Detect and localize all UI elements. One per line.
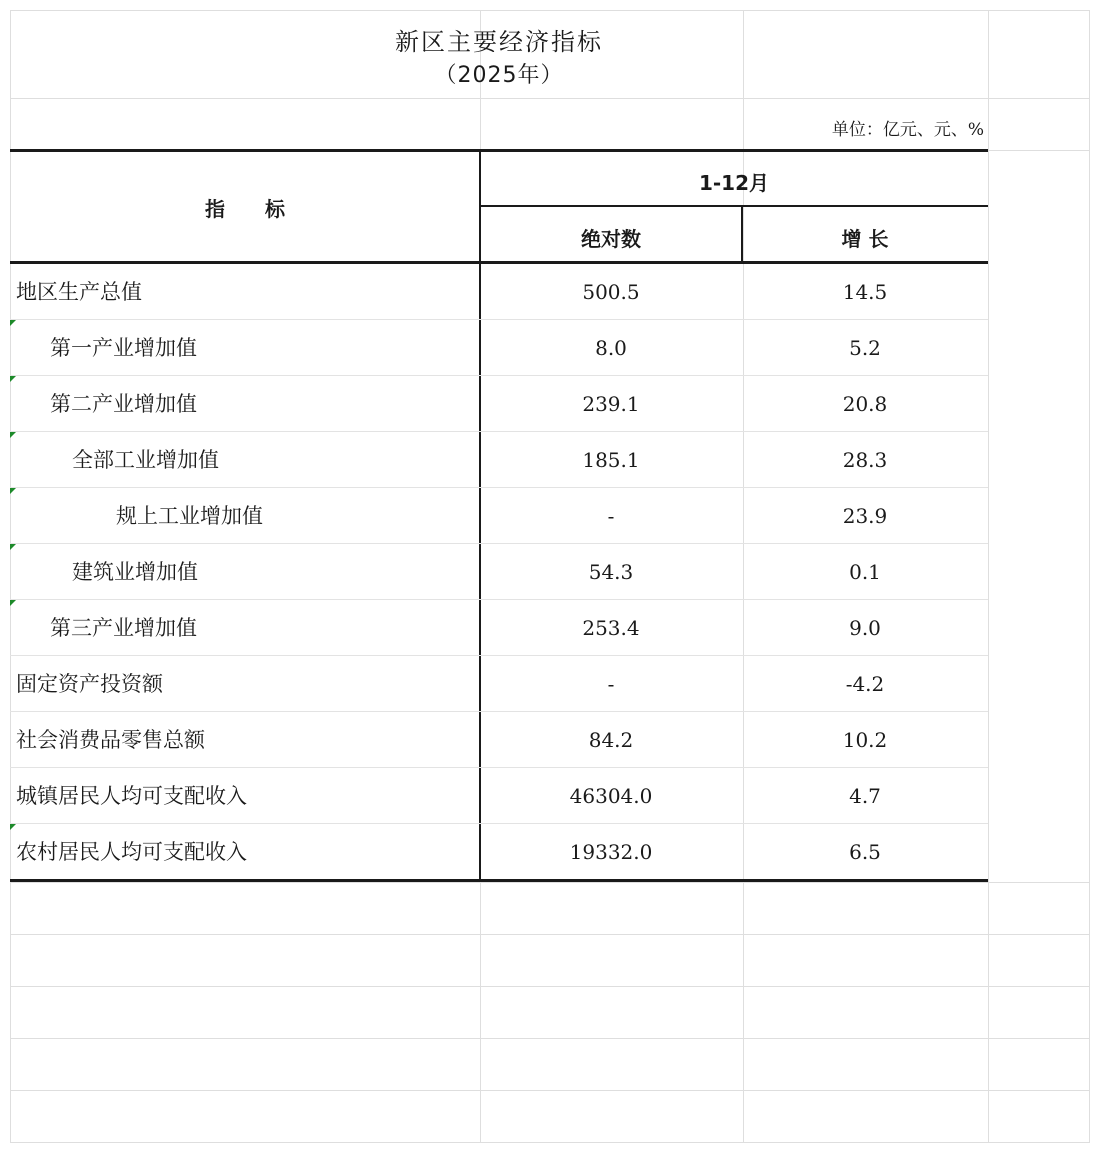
table-row	[10, 320, 988, 376]
row-label: 地区生产总值	[16, 280, 142, 304]
cell-comment-marker	[10, 600, 16, 606]
grid-column-line	[988, 10, 989, 1142]
row-label: 社会消费品零售总额	[16, 728, 205, 752]
row-label: 农村居民人均可支配收入	[16, 840, 247, 864]
page-title: 新区主要经济指标	[395, 28, 603, 56]
grid-row-line	[10, 986, 1090, 987]
absolute-value: 19332.0	[569, 840, 653, 864]
table-row	[10, 544, 988, 600]
header-period: 1-12月	[698, 171, 770, 195]
growth-value: 20.8	[842, 392, 888, 416]
growth-value: 28.3	[842, 448, 888, 472]
grid-row-line	[10, 1090, 1090, 1091]
header-indicator: 指 标	[205, 197, 285, 221]
grid-row-line	[10, 1142, 1090, 1143]
absolute-value: -	[607, 672, 615, 696]
table-row	[10, 656, 988, 712]
growth-value: 23.9	[842, 504, 888, 528]
absolute-value: 253.4	[582, 616, 640, 640]
growth-value: 5.2	[849, 336, 881, 360]
table-row	[10, 264, 988, 320]
row-label: 第二产业增加值	[50, 392, 197, 416]
cell-comment-marker	[10, 376, 16, 382]
report-year: （2025年）	[434, 63, 564, 88]
grid-row-line	[10, 934, 1090, 935]
grid-row-line	[10, 98, 1090, 99]
absolute-value: 185.1	[582, 448, 640, 472]
cell-comment-marker	[10, 544, 16, 550]
header-growth: 增 长	[841, 227, 889, 251]
absolute-value: -	[607, 504, 615, 528]
absolute-value: 500.5	[582, 280, 640, 304]
growth-value: 4.7	[849, 784, 881, 808]
absolute-value: 8.0	[595, 336, 627, 360]
grid-row-line	[10, 1038, 1090, 1039]
table-row	[10, 488, 988, 544]
growth-value: 0.1	[849, 560, 881, 584]
grid-column-line	[1089, 10, 1090, 1142]
grid-row-line	[10, 882, 1090, 883]
row-label: 建筑业增加值	[72, 560, 198, 584]
header-mid-border	[480, 205, 988, 207]
absolute-value: 46304.0	[569, 784, 653, 808]
column-divider-2	[741, 205, 743, 264]
table-row	[10, 600, 988, 656]
table-row	[10, 768, 988, 824]
absolute-value: 239.1	[582, 392, 640, 416]
growth-value: 14.5	[842, 280, 888, 304]
unit-note: 单位：亿元、元、%	[831, 120, 984, 140]
row-label: 第三产业增加值	[50, 616, 197, 640]
table-row	[10, 824, 988, 880]
absolute-value: 84.2	[588, 728, 634, 752]
row-label: 规上工业增加值	[116, 504, 263, 528]
header-absolute: 绝对数	[581, 227, 641, 251]
absolute-value: 54.3	[588, 560, 634, 584]
growth-value: -4.2	[845, 672, 885, 696]
table-row	[10, 432, 988, 488]
growth-value: 9.0	[849, 616, 881, 640]
table-top-border	[10, 149, 988, 152]
row-label: 城镇居民人均可支配收入	[16, 784, 247, 808]
growth-value: 6.5	[849, 840, 881, 864]
row-label: 第一产业增加值	[50, 336, 197, 360]
cell-comment-marker	[10, 488, 16, 494]
cell-comment-marker	[10, 432, 16, 438]
indicators-table	[10, 149, 988, 882]
row-label: 固定资产投资额	[16, 672, 163, 696]
growth-value: 10.2	[842, 728, 888, 752]
cell-comment-marker	[10, 320, 16, 326]
table-row	[10, 376, 988, 432]
table-row	[10, 712, 988, 768]
row-label: 全部工业增加值	[72, 448, 219, 472]
grid-row-line	[10, 10, 1090, 11]
